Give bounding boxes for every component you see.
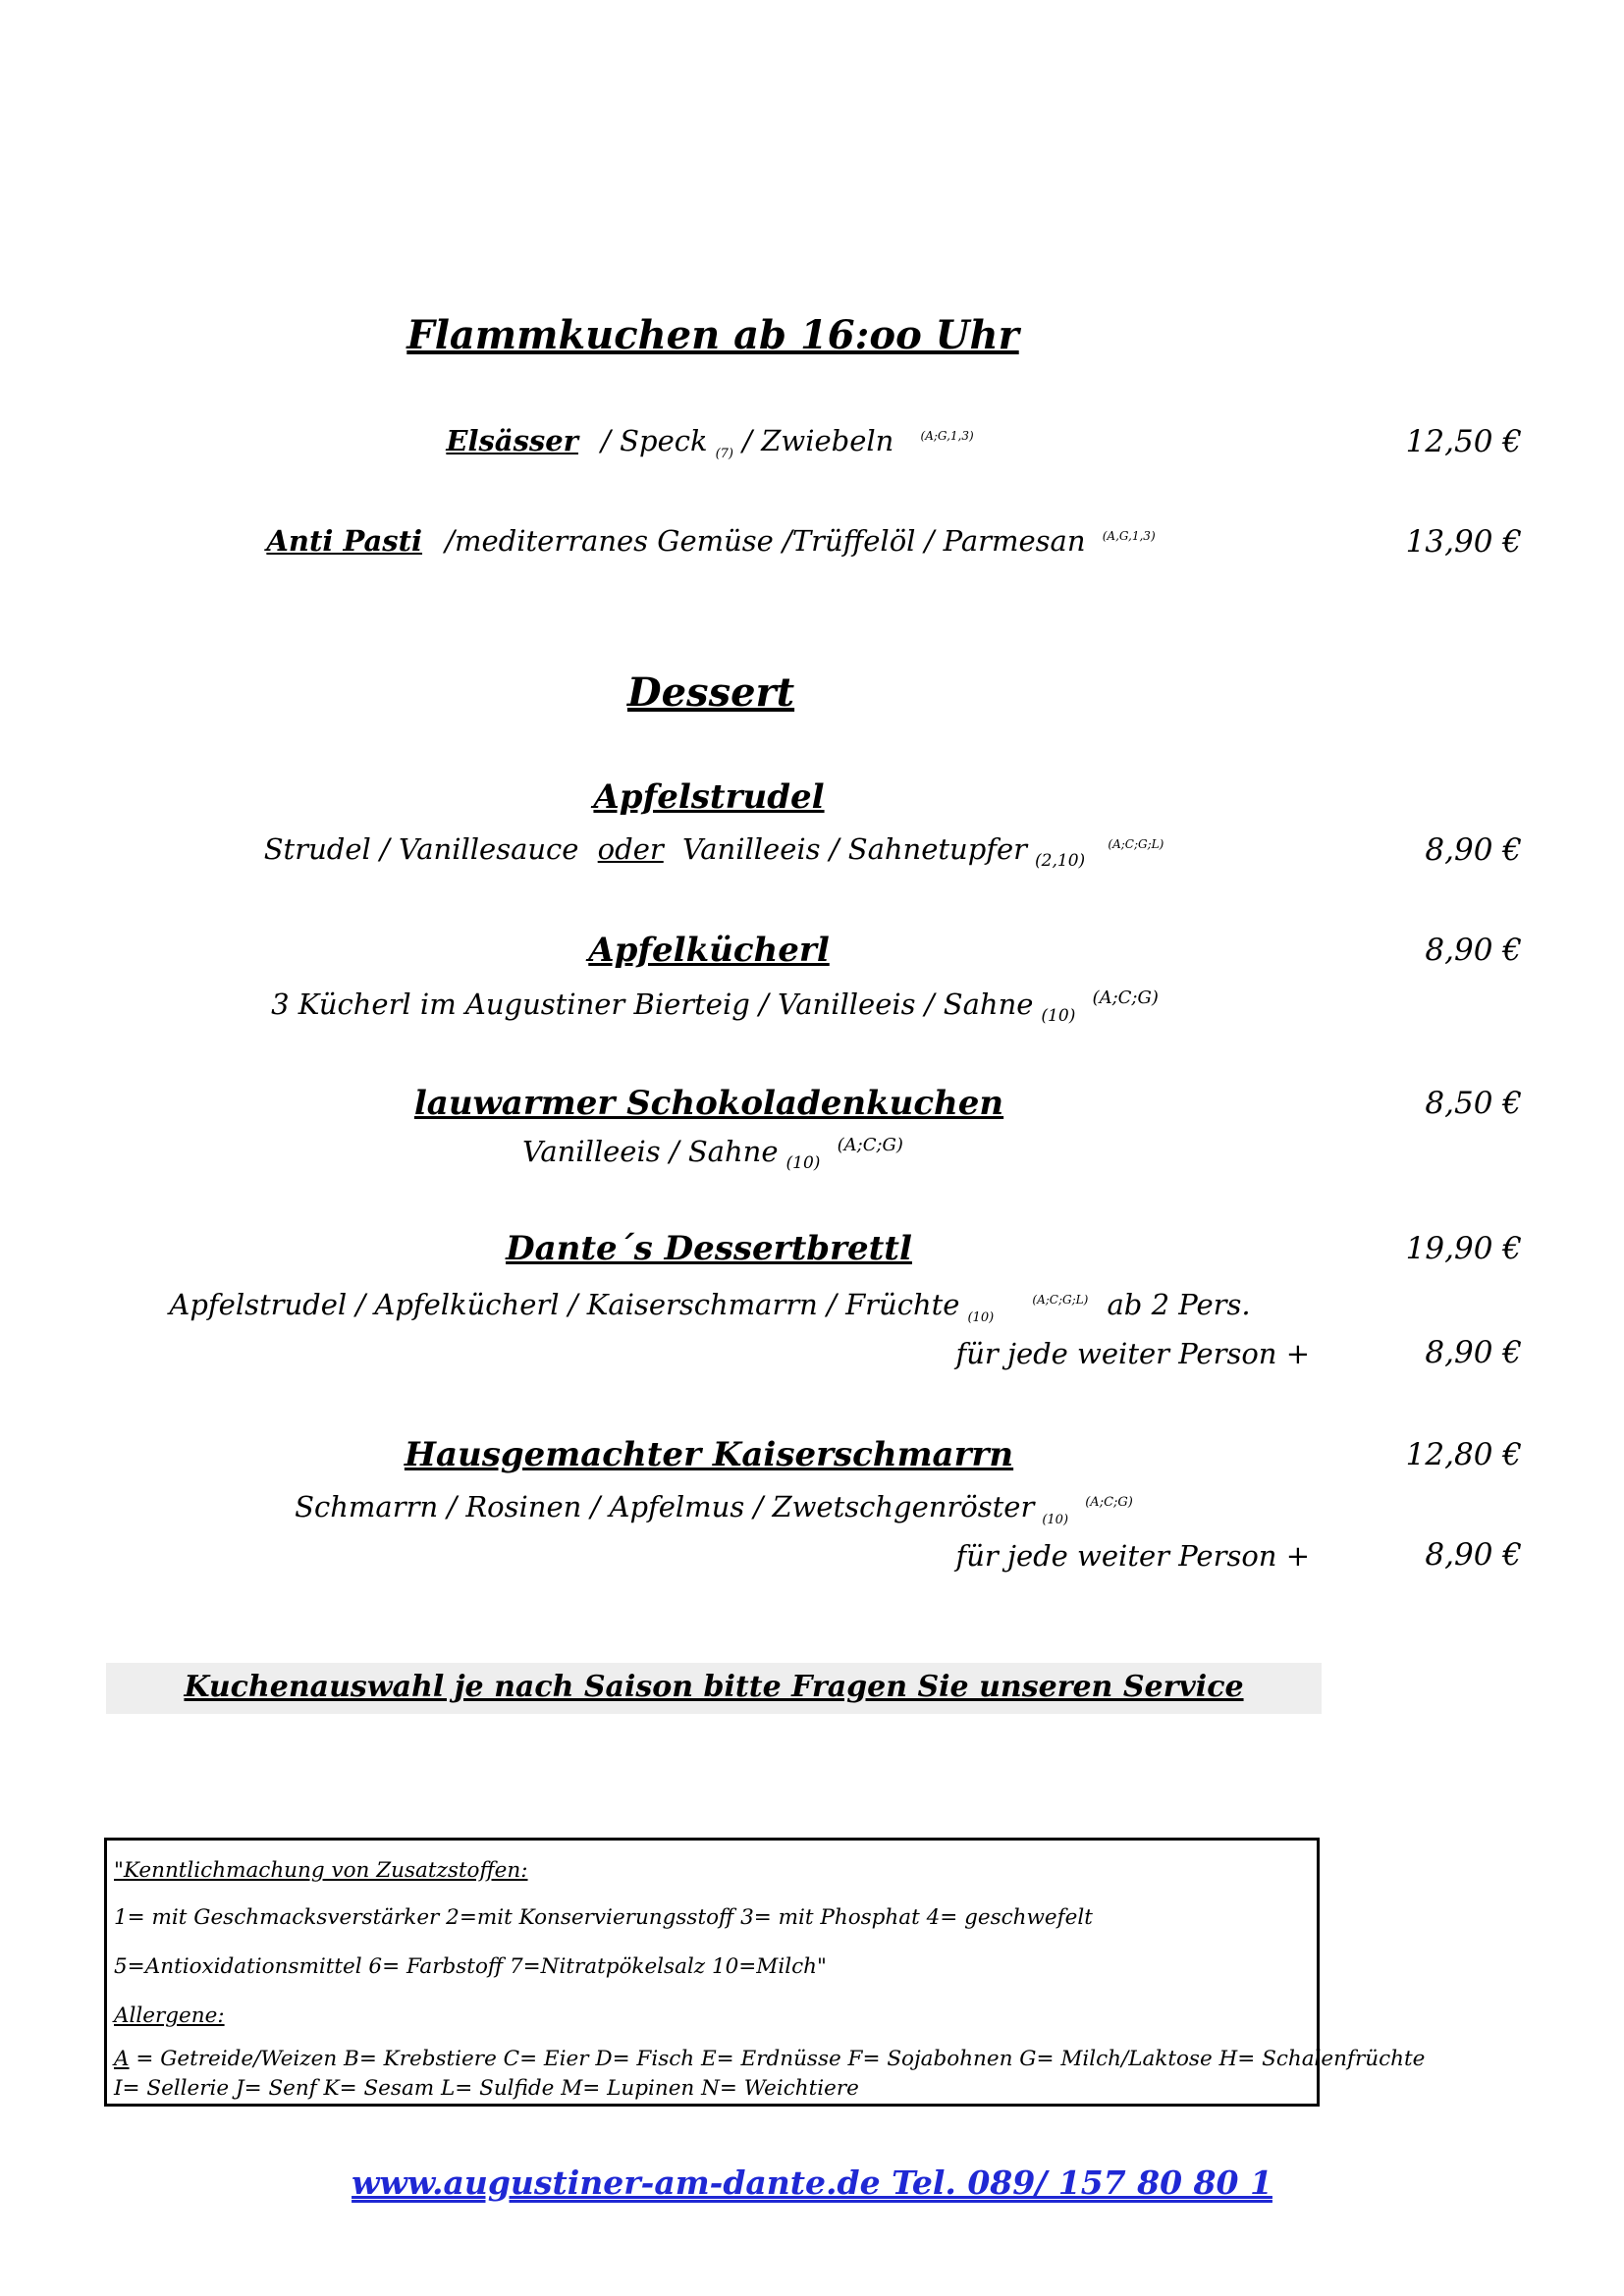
allergen-note: (A;C;G) (1092, 988, 1159, 1009)
price: 19,90 € (1405, 1231, 1522, 1266)
legend-title: "Kenntlichmachung von Zusatzstoffen: (114, 1858, 528, 1883)
desc-part: Vanilleeis / Sahnetupfer (681, 832, 1028, 866)
dessert-item-desc (271, 988, 1159, 1026)
legend-line: 1= mit Geschmacksverstärker 2=mit Konservierungsstoff 3= mit Phosphat 4= geschwefelt (114, 1905, 1093, 1930)
dessert-item-title: lauwarmer Schokoladenkuchen (413, 1084, 1004, 1123)
allergen-note: (A;C;G;L) (1032, 1293, 1089, 1308)
item-name: Elsässer (446, 424, 578, 457)
banner-text: Kuchenauswahl je nach Saison bitte Fragen Sie unseren Service (184, 1670, 1244, 1704)
additive-note: (2,10) (1035, 850, 1086, 871)
additive-note: (10) (1042, 1512, 1069, 1527)
desc-part: Strudel / Vanillesauce (263, 832, 579, 866)
legend-line (114, 2047, 1425, 2071)
allergen-note: (A;C;G;L) (1108, 837, 1164, 852)
dessert-item-desc (295, 1490, 1133, 1527)
persons-note: ab 2 Pers. (1107, 1288, 1251, 1321)
desc-part: 3 Kücherl im Augustiner Bierteig / Vanilleeis / Sahne (271, 988, 1034, 1021)
desc-part: Vanilleeis / Sahne (522, 1135, 779, 1168)
desc-or: oder (597, 832, 664, 866)
dessert-item-desc (522, 1135, 903, 1173)
allergens-title: Allergene: (114, 2003, 225, 2028)
dessert-item-title: Apfelkücherl (588, 931, 830, 970)
website-link[interactable]: www.augustiner-am-dante.de Tel. 089/ 157 80 80 1 (352, 2163, 1272, 2202)
item-desc: /mediterranes Gemüse /Trüffelöl / Parmesan (445, 524, 1086, 558)
legend-line: 5=Antioxidationsmittel 6= Farbstoff 7=Nitratpökelsalz 10=Milch" (114, 1954, 827, 1979)
additive-note: (10) (1041, 1005, 1076, 1026)
extra-person-price: 8,90 € (1425, 1537, 1522, 1573)
additive-note: (7) (715, 446, 734, 461)
extra-person-label: für jede weiter Person + (955, 1337, 1310, 1370)
price: 8,90 € (1425, 933, 1522, 968)
allergen-note: (A,G,1,3) (1102, 529, 1156, 544)
item-desc: / Zwiebeln (742, 424, 894, 457)
price: 12,50 € (1405, 424, 1522, 459)
item-name: Anti Pasti (266, 524, 423, 558)
menu-item-anti-pasti (266, 524, 1155, 558)
price: 13,90 € (1405, 524, 1522, 560)
menu-item-elsaesser (446, 424, 973, 461)
price: 8,50 € (1425, 1086, 1522, 1121)
dessert-item-desc (169, 1288, 1250, 1325)
dessert-title: Dessert (626, 669, 795, 716)
legend-line: I= Sellerie J= Senf K= Sesam L= Sulfide M= Lupinen N= Weichtiere (114, 2076, 859, 2101)
allergen-note: (A;C;G) (837, 1135, 903, 1156)
price: 8,90 € (1425, 832, 1522, 868)
allergen-note: (A;C;G) (1085, 1495, 1133, 1511)
dessert-item-desc (264, 832, 1164, 871)
legend-letter: A (114, 2047, 130, 2071)
extra-person-label: für jede weiter Person + (955, 1539, 1310, 1573)
additive-note: (10) (785, 1152, 821, 1173)
flammkuchen-title: Flammkuchen ab 16:oo Uhr (406, 312, 1019, 358)
legend-text: = Getreide/Weizen B= Krebstiere C= Eier D= Fisch E= Erdnüsse F= Sojabohnen G= Milch/Laktose H= Schalenfrüchte (129, 2047, 1426, 2071)
price: 12,80 € (1405, 1437, 1522, 1472)
dessert-item-title: Apfelstrudel (593, 777, 825, 817)
cake-banner (106, 1663, 1322, 1714)
desc-part: Apfelstrudel / Apfelkücherl / Kaiserschmarrn / Früchte (169, 1288, 960, 1321)
additive-note: (10) (967, 1309, 995, 1325)
dessert-item-title: Dante´s Dessertbrettl (506, 1229, 912, 1268)
allergen-note: (A;G,1,3) (920, 429, 974, 444)
item-desc: / Speck (601, 424, 708, 457)
desc-part: Schmarrn / Rosinen / Apfelmus / Zwetschgenröster (295, 1490, 1035, 1523)
extra-person-price: 8,90 € (1425, 1335, 1522, 1370)
dessert-item-title: Hausgemachter Kaiserschmarrn (404, 1435, 1014, 1474)
additives-legend (104, 1838, 1426, 2107)
